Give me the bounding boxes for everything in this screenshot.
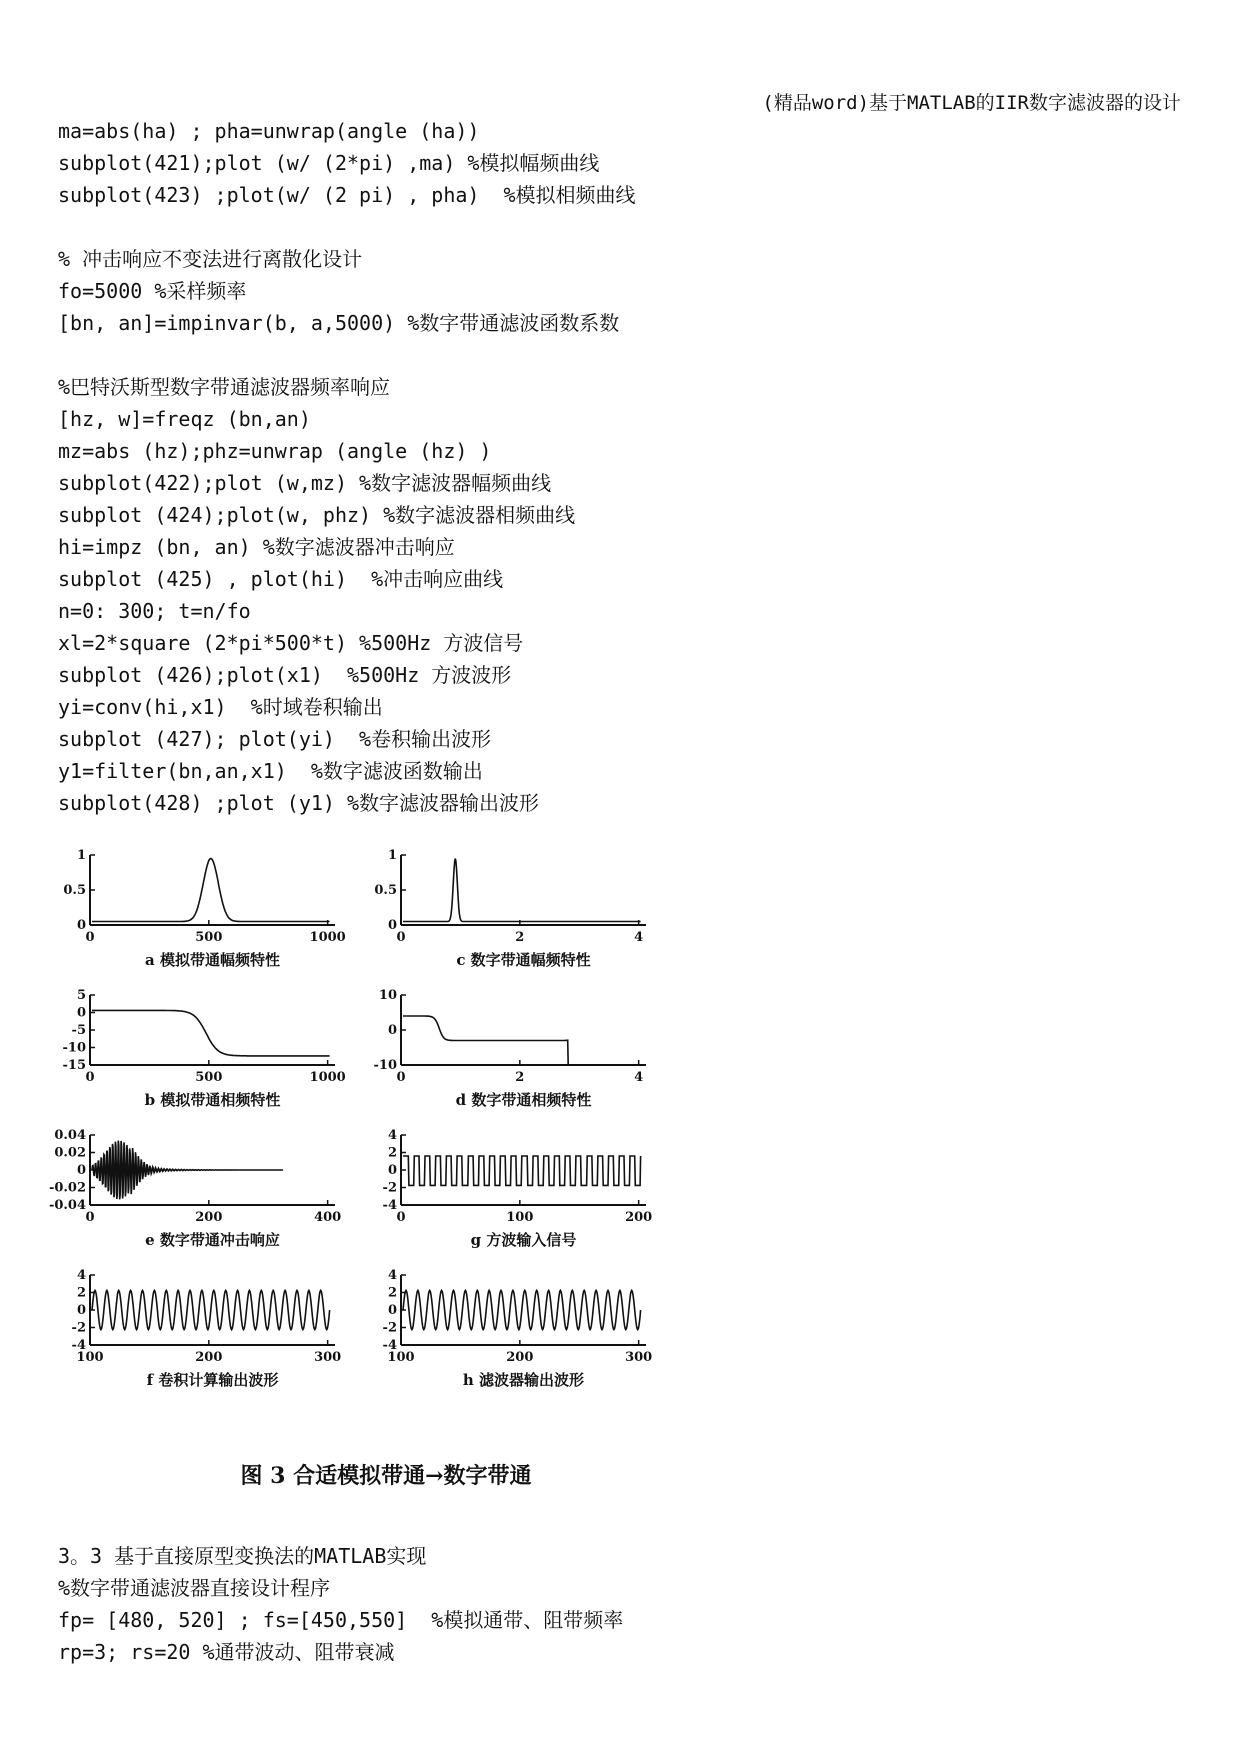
code-line: subplot (427); plot(yi) %卷积输出波形 [58, 727, 492, 751]
x-tick-label: 400 [314, 1210, 342, 1225]
y-tick-label: 2 [76, 1285, 86, 1301]
x-tick-label: 100 [76, 1350, 104, 1365]
x-tick-label: 2 [515, 930, 525, 945]
plot-curve [403, 859, 641, 922]
y-tick-label: -10 [62, 1040, 86, 1056]
plot-curve [92, 1010, 330, 1056]
panel-caption: h 滤波器输出波形 [462, 1371, 585, 1389]
x-tick-label: 300 [314, 1350, 342, 1365]
plot-curve [92, 1290, 330, 1329]
code-line: ma=abs(ha) ; pha=unwrap(angle (ha)) [58, 119, 480, 143]
y-tick-label: -4 [71, 1338, 86, 1353]
figure-3-plots [48, 845, 736, 1505]
x-tick-label: 0 [396, 1210, 406, 1225]
code-line: %巴特沃斯型数字带通滤波器频率响应 [58, 375, 391, 399]
code-line: fo=5000 %采样频率 [58, 279, 247, 303]
code-line: [hz, w]=freqz (bn,an) [58, 407, 311, 431]
x-tick-label: 0 [85, 930, 95, 945]
x-tick-label: 500 [195, 930, 223, 945]
code-line: 3。3 基于直接原型变换法的MATLAB实现 [58, 1544, 427, 1568]
y-tick-label: 4 [387, 1268, 397, 1283]
y-tick-label: 4 [76, 1268, 86, 1283]
plot-curve [92, 859, 330, 922]
y-tick-label: 0 [76, 1005, 86, 1021]
code-line: yi=conv(hi,x1) %时域卷积输出 [58, 695, 383, 719]
panel-caption: e 数字带通冲击响应 [145, 1231, 280, 1249]
y-tick-label: 0 [76, 1303, 86, 1318]
x-tick-label: 0 [396, 930, 406, 945]
code-line: y1=filter(bn,an,x1) %数字滤波函数输出 [58, 759, 483, 783]
code-line: subplot(428) ;plot (y1) %数字滤波器输出波形 [58, 791, 540, 815]
x-tick-label: 0 [85, 1210, 95, 1225]
figure-3 [48, 845, 736, 1505]
code-block-top [58, 115, 636, 819]
code-line: subplot (424);plot(w, phz) %数字滤波器相频曲线 [58, 503, 576, 527]
y-tick-label: 0.5 [63, 883, 86, 898]
code-line: n=0: 300; t=n/fo [58, 599, 251, 623]
code-line: subplot (425) , plot(hi) %冲击响应曲线 [58, 567, 504, 591]
x-tick-label: 4 [634, 930, 644, 945]
code-line: rp=3; rs=20 %通带波动、阻带衰减 [58, 1640, 395, 1664]
x-tick-label: 0 [85, 1070, 95, 1085]
x-tick-label: 2 [515, 1070, 525, 1085]
y-tick-label: 0.04 [54, 1128, 86, 1143]
plot-curve [92, 1141, 283, 1200]
x-tick-label: 300 [625, 1350, 653, 1365]
y-tick-label: 2 [387, 1145, 397, 1161]
code-line [58, 211, 636, 243]
x-tick-label: 1000 [309, 930, 346, 945]
y-tick-label: 0 [76, 918, 86, 933]
y-tick-label: -2 [71, 1320, 86, 1336]
plot-curve [403, 1290, 641, 1329]
x-tick-label: 500 [195, 1070, 223, 1085]
plot-curve [403, 1016, 604, 1065]
y-tick-label: -0.02 [48, 1180, 86, 1196]
code-line [58, 339, 636, 371]
code-line: subplot(423) ;plot(w/ (2 pi) , pha) %模拟相频曲线 [58, 183, 636, 207]
y-tick-label: 4 [387, 1128, 397, 1143]
y-tick-label: -5 [71, 1023, 86, 1038]
x-tick-label: 200 [506, 1350, 534, 1365]
code-line: %数字带通滤波器直接设计程序 [58, 1576, 331, 1600]
code-line: subplot(421);plot (w/ (2*pi) ,ma) %模拟幅频曲线 [58, 151, 600, 175]
y-tick-label: -0.04 [48, 1198, 86, 1213]
y-tick-label: 0 [387, 1303, 397, 1318]
y-tick-label: -10 [373, 1058, 397, 1073]
code-line: % 冲击响应不变法进行离散化设计 [58, 247, 363, 271]
x-tick-label: 200 [195, 1210, 223, 1225]
y-tick-label: 0.5 [374, 883, 397, 898]
y-tick-label: -2 [382, 1320, 397, 1336]
x-tick-label: 1000 [309, 1070, 346, 1085]
code-line: [bn, an]=impinvar(b, a,5000) %数字带通滤波函数系数 [58, 311, 620, 335]
plot-curve [403, 1156, 641, 1185]
y-tick-label: 0 [387, 1163, 397, 1178]
y-tick-label: 0 [387, 1023, 397, 1038]
y-tick-label: 2 [387, 1285, 397, 1301]
x-tick-label: 4 [634, 1070, 644, 1085]
panel-caption: d 数字带通相频特性 [455, 1091, 592, 1109]
code-block-bottom [58, 1540, 623, 1668]
panel-caption: c 数字带通幅频特性 [456, 951, 591, 969]
page-header: (精品word)基于MATLAB的IIR数字滤波器的设计 [762, 92, 1181, 114]
x-tick-label: 0 [396, 1070, 406, 1085]
y-tick-label: 0 [387, 918, 397, 933]
y-tick-label: -4 [382, 1198, 397, 1213]
y-tick-label: -4 [382, 1338, 397, 1353]
y-tick-label: 5 [76, 988, 86, 1003]
y-tick-label: -2 [382, 1180, 397, 1196]
y-tick-label: 0.02 [54, 1145, 86, 1161]
x-tick-label: 100 [387, 1350, 415, 1365]
panel-caption: a 模拟带通幅频特性 [145, 951, 280, 969]
figure-title: 图 3 合适模拟带通→数字带通 [240, 1463, 532, 1489]
code-line: fp= [480, 520] ; fs=[450,550] %模拟通带、阻带频率 [58, 1608, 624, 1632]
x-tick-label: 200 [195, 1350, 223, 1365]
code-line: xl=2*square (2*pi*500*t) %500Hz 方波信号 [58, 631, 524, 655]
y-tick-label: 1 [387, 848, 397, 863]
panel-caption: f 卷积计算输出波形 [146, 1371, 279, 1389]
panel-caption: b 模拟带通相频特性 [144, 1091, 281, 1109]
code-line: mz=abs (hz);phz=unwrap (angle (hz) ) [58, 439, 492, 463]
x-tick-label: 200 [625, 1210, 653, 1225]
y-tick-label: 0 [76, 1163, 86, 1178]
code-line: subplot(422);plot (w,mz) %数字滤波器幅频曲线 [58, 471, 552, 495]
y-tick-label: 1 [76, 848, 86, 863]
panel-caption: g 方波输入信号 [470, 1231, 577, 1249]
x-tick-label: 100 [506, 1210, 534, 1225]
code-line: subplot (426);plot(x1) %500Hz 方波波形 [58, 663, 512, 687]
code-line: hi=impz (bn, an) %数字滤波器冲击响应 [58, 535, 455, 559]
y-tick-label: -15 [62, 1058, 86, 1073]
y-tick-label: 10 [378, 988, 397, 1003]
